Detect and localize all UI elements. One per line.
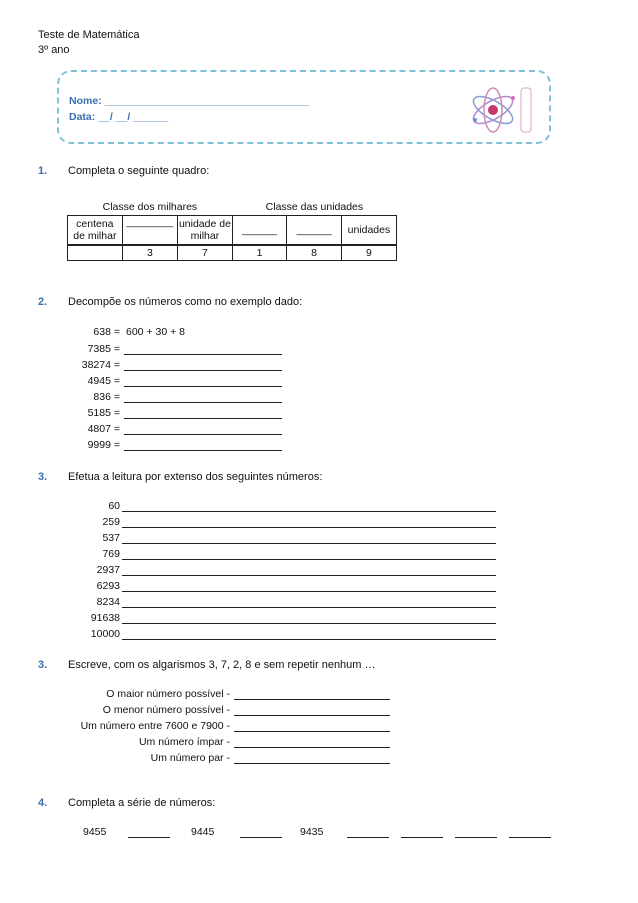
answer-line[interactable] xyxy=(124,343,282,355)
answer-line[interactable] xyxy=(234,688,390,700)
q3-label: 769 xyxy=(102,548,120,560)
q2-label: 7385 = xyxy=(87,343,120,355)
q4-label: Um número entre 7600 e 7900 - xyxy=(80,720,230,732)
q3-label: 8234 xyxy=(96,596,120,608)
answer-line[interactable] xyxy=(124,359,282,371)
series-number-3: 9435 xyxy=(300,826,324,838)
q4-label: Um número par - xyxy=(150,752,230,764)
answer-line[interactable] xyxy=(122,596,496,608)
answer-line[interactable] xyxy=(122,612,496,624)
q5-number: 4. xyxy=(38,797,48,809)
q3-number: 3. xyxy=(38,471,48,483)
q2-label: 4945 = xyxy=(87,375,120,387)
series-blank[interactable] xyxy=(509,826,551,838)
value-cell: 1 xyxy=(232,245,287,260)
col-unidades: unidades xyxy=(341,215,396,245)
q5-text: Completa a série de números: xyxy=(68,797,216,809)
q2-example-value: 600 + 30 + 8 xyxy=(126,326,185,338)
answer-line[interactable] xyxy=(122,628,496,640)
q2-example-number: 638 = xyxy=(93,326,120,338)
place-value-table xyxy=(67,200,397,261)
series-blank[interactable] xyxy=(128,826,170,838)
value-cell: 3 xyxy=(122,245,177,260)
col3-line2: milhar xyxy=(190,229,220,242)
series-blank[interactable] xyxy=(347,826,389,838)
series-blank[interactable] xyxy=(401,826,443,838)
q3-label: 537 xyxy=(102,532,120,544)
col-blank-2[interactable]: ______ xyxy=(232,215,287,245)
name-field[interactable]: Nome: ___________________________________ xyxy=(69,95,309,107)
q4-label: O menor número possível - xyxy=(102,704,230,716)
series-blank[interactable] xyxy=(240,826,282,838)
answer-line[interactable] xyxy=(124,423,282,435)
q3-label: 10000 xyxy=(90,628,120,640)
answer-line[interactable] xyxy=(124,391,282,403)
col1-line2: de milhar xyxy=(73,229,117,242)
q1-number: 1. xyxy=(38,165,48,177)
series-number-2: 9445 xyxy=(191,826,215,838)
name-box xyxy=(57,70,551,144)
col-blank-1[interactable]: ________ xyxy=(122,215,177,245)
answer-line[interactable] xyxy=(124,439,282,451)
answer-line[interactable] xyxy=(122,564,496,576)
col3-line1: unidade de xyxy=(178,217,231,230)
header-class-thousands: Classe dos milhares xyxy=(68,200,233,215)
col-centena-milhar xyxy=(68,215,123,245)
answer-line[interactable] xyxy=(124,407,282,419)
q2-number: 2. xyxy=(38,296,48,308)
q4-label: Um número ímpar - xyxy=(138,736,230,748)
series-blank[interactable] xyxy=(455,826,497,838)
series-number-1: 9455 xyxy=(83,826,107,838)
header-class-units: Classe das unidades xyxy=(232,200,396,215)
col-unidade-milhar xyxy=(178,215,233,245)
q2-label: 5185 = xyxy=(87,407,120,419)
value-cell: 9 xyxy=(341,245,396,260)
answer-line[interactable] xyxy=(122,516,496,528)
q2-label: 38274 = xyxy=(81,359,120,371)
answer-line[interactable] xyxy=(122,580,496,592)
q4-text: Escreve, com os algarismos 3, 7, 2, 8 e sem repetir nenhum … xyxy=(68,659,376,671)
q4-number: 3. xyxy=(38,659,48,671)
answer-line[interactable] xyxy=(234,752,390,764)
answer-line[interactable] xyxy=(122,548,496,560)
atom-logo-icon xyxy=(465,80,535,138)
q1-text: Completa o seguinte quadro: xyxy=(68,165,210,177)
grade-label: 3º ano xyxy=(38,44,70,56)
q3-label: 6293 xyxy=(96,580,120,592)
q3-label: 2937 xyxy=(96,564,120,576)
q3-label: 91638 xyxy=(90,612,120,624)
q3-text: Efetua a leitura por extenso dos seguintes números: xyxy=(68,471,323,483)
col1-line1: centena xyxy=(76,217,114,230)
answer-line[interactable] xyxy=(234,736,390,748)
value-cell: 7 xyxy=(178,245,233,260)
q4-label: O maior número possível - xyxy=(106,688,230,700)
q3-label: 259 xyxy=(102,516,120,528)
answer-line[interactable] xyxy=(124,375,282,387)
worksheet-title: Teste de Matemática xyxy=(38,29,140,41)
q3-label: 60 xyxy=(108,500,120,512)
q2-label: 4807 = xyxy=(87,423,120,435)
answer-line[interactable] xyxy=(234,720,390,732)
value-cell: 8 xyxy=(287,245,342,260)
q2-label: 9999 = xyxy=(87,439,120,451)
q2-label: 836 = xyxy=(93,391,120,403)
answer-line[interactable] xyxy=(122,500,496,512)
value-cell xyxy=(68,245,123,260)
date-field[interactable]: Data: __/ __/ ______ xyxy=(69,111,169,123)
answer-line[interactable] xyxy=(122,532,496,544)
answer-line[interactable] xyxy=(234,704,390,716)
q2-text: Decompõe os números como no exemplo dado: xyxy=(68,296,303,308)
col-blank-3[interactable]: ______ xyxy=(287,215,342,245)
